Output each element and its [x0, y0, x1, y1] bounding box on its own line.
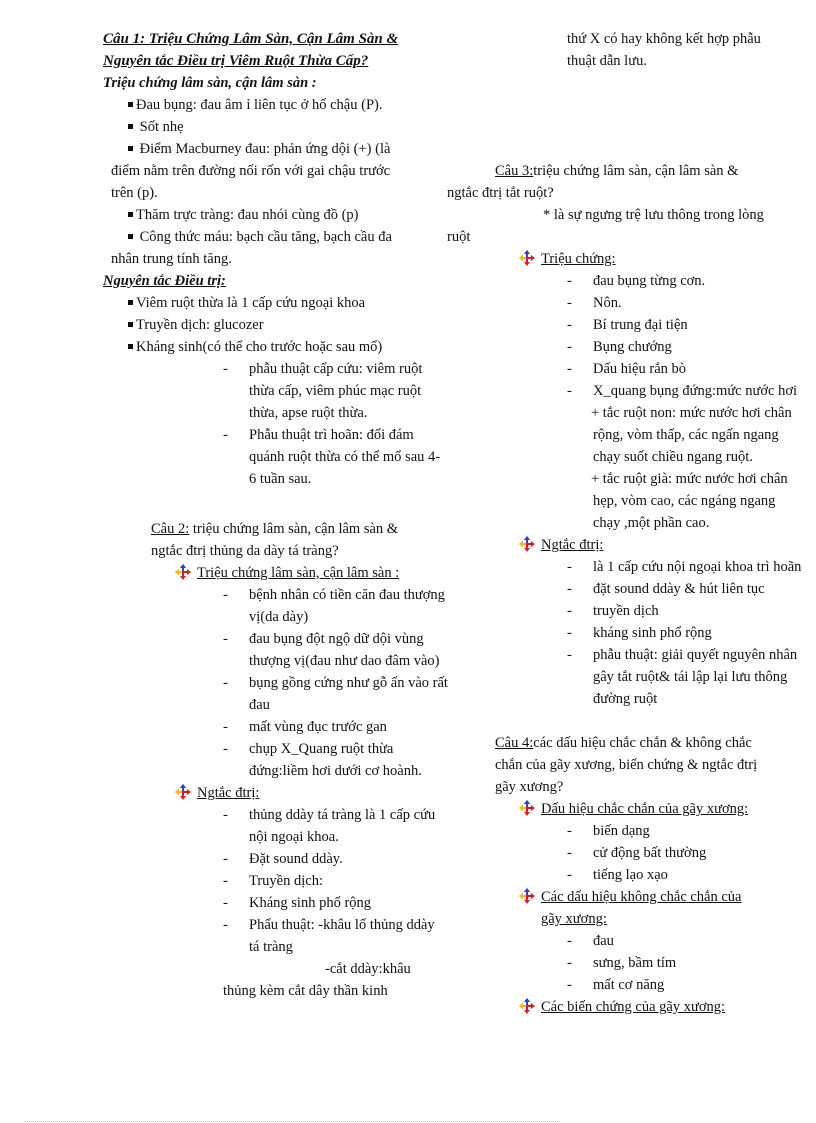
q2-symptom-item: - đau bụng đột ngộ dữ dội vùng thượng vị(đau như dao đâm vào) [223, 628, 449, 672]
q4-title-line1: Câu 4:các dấu hiệu chắc chắn & không chắc [495, 735, 752, 751]
q1-symptom-item: Đau bụng: đau âm ỉ liên tục ở hố chậu (P). [103, 94, 443, 116]
q4-sure-item: - biến dạng [567, 820, 802, 842]
four-way-arrow-icon [519, 998, 535, 1014]
q2-symptoms-heading: Triệu chứng lâm sàn, cận lâm sàn : [197, 565, 400, 581]
square-bullet-icon [128, 234, 133, 239]
q2-symptom-item: - mất vùng đục trước gan [223, 716, 449, 738]
four-way-arrow-icon [519, 888, 535, 904]
q3-definition: * là sự ngưng trệ lưu thông trong lòng [543, 207, 764, 223]
q4-unsure-heading: Các dấu hiệu không chắc chắn của [541, 889, 742, 905]
q4-complications-heading: Các biến chứng của gãy xương: [541, 999, 726, 1015]
q3-symptom-item: - X_quang bụng đứng:mức nước hơi [567, 380, 808, 402]
q3-symptom-item: - Dấu hiệu rắn bò [567, 358, 808, 380]
q3-title-line2: ngtắc đtrị tắt ruột? [447, 185, 554, 201]
q3-symptom-item: - Bụng chướng [567, 336, 808, 358]
q1-treatment-item: Viêm ruột thừa là 1 cấp cứu ngoại khoa [103, 292, 443, 314]
q2-treatment-item: - thủng ddày tá tràng là 1 cấp cứu nội ngoại khoa. [223, 804, 454, 848]
q2-symptom-item: - bụng gồng cứng như gỗ ấn vào rất đau [223, 672, 449, 716]
q4-unsure-item: - sưng, bầm tím [567, 952, 802, 974]
q2-treatment-cont: thủng kèm cắt dây thần kinh [223, 983, 388, 999]
q1-symptom-cont: nhân trung tính tăng. [111, 251, 232, 267]
q3-treatment-heading: Ngtắc đtrị: [541, 537, 604, 553]
four-way-arrow-icon [519, 800, 535, 816]
q3-treatment-item: - kháng sinh phổ rộng [567, 622, 808, 644]
q2-symptoms-heading-row [175, 562, 443, 584]
q1-symptom-item: Thăm trực tràng: đau nhói cùng đồ (p) [103, 204, 443, 226]
q2-treatment-item: - Truyền dịch: [223, 870, 454, 892]
square-bullet-icon [128, 322, 133, 327]
q1-surgery-item: - Phẫu thuật trì hoãn: đối đám quánh ruột thừa có thể mổ sau 4-6 tuần sau. [223, 424, 444, 490]
q3-treatment-heading-row [519, 534, 802, 556]
q1-symptom-item: Sốt nhẹ [103, 116, 443, 138]
q1-symptom-cont: trên (p). [111, 185, 158, 201]
q4-complications-heading-row [519, 996, 802, 1018]
q2-treatment-cont: -cắt ddày:khâu [325, 961, 411, 977]
q1-treatment-item: Truyền dịch: glucozer [103, 314, 443, 336]
q2-treatment-item: - Phẩu thuật: -khâu lổ thủng ddày tá tràng [223, 914, 439, 958]
q2-title-line1: Câu 2: triệu chứng lâm sàn, cận lâm sàn & [151, 521, 399, 537]
q2-symptom-item: - chụp X_Quang ruột thừa đứng:liềm hơi dưới cơ hoành. [223, 738, 429, 782]
q2-treatment-heading: Ngtắc đtrị: [197, 785, 260, 801]
q1-symptom-item: Công thức máu: bạch cầu tăng, bạch cầu đa [103, 226, 443, 248]
square-bullet-icon [128, 300, 133, 305]
q4-unsure-heading-row [519, 886, 802, 908]
q3-symptoms-heading: Triệu chứng: [541, 251, 616, 267]
right-column [447, 28, 802, 1018]
square-bullet-icon [128, 146, 133, 151]
q1-title-line1: Câu 1: Triệu Chứng Lâm Sàn, Cận Lâm Sàn & [103, 31, 399, 47]
q1-surgery-item: - phẫu thuật cấp cứu: viêm ruột thừa cấp, viêm phúc mạc ruột thừa, apse ruột thừa. [223, 358, 444, 424]
q2-treatment-cont: thứ X có hay không kết hợp phẫu [567, 31, 761, 47]
q3-large-bowel-note: + tắc ruột già: mức nước hơi chân hẹp, vòm cao, các ngáng ngang chạy ,một phần cao. [591, 471, 788, 531]
q3-symptoms-heading-row [519, 248, 802, 270]
q2-treatment-item: - Kháng sinh phổ rộng [223, 892, 454, 914]
q4-unsure-item: - mất cơ năng [567, 974, 802, 996]
q4-unsure-heading-cont: gãy xương: [541, 911, 607, 927]
q4-sure-heading: Dấu hiệu chắc chắn của gãy xương: [541, 801, 749, 817]
q3-treatment-item: - là 1 cấp cứu nội ngoại khoa trì hoãn [567, 556, 808, 578]
four-way-arrow-icon [519, 250, 535, 266]
q4-unsure-item: - đau [567, 930, 802, 952]
q3-symptom-item: - Bí trung đại tiện [567, 314, 808, 336]
square-bullet-icon [128, 344, 133, 349]
q2-treatment-cont: thuật dẫn lưu. [567, 53, 647, 69]
q1-symptom-cont: điểm nằm trên đường nối rốn với gai chậu trước [111, 163, 391, 179]
q3-treatment-item: - phẫu thuật: giải quyết nguyên nhân gây tắt ruột& tái lập lại lưu thông đường ruột [567, 644, 808, 710]
q4-sure-heading-row [519, 798, 802, 820]
q4-title-line2: chắn của gãy xương, biến chứng & ngtắc đtrị [495, 757, 758, 773]
q1-symptoms-heading: Triệu chứng lâm sàn, cận lâm sàn : [103, 75, 317, 91]
q4-sure-item: - cử động bất thường [567, 842, 802, 864]
q3-small-bowel-note: + tắc ruột non: mức nước hơi chân rộng, vòm thấp, các ngấn ngang chạy suốt chiều ngang ruột. [591, 405, 792, 465]
q1-title-line2: Nguyên tắc Điều trị Viêm Ruột Thừa Cấp? [103, 53, 369, 69]
q2-symptom-item: - bệnh nhân có tiền căn đau thượng vị(da dày) [223, 584, 449, 628]
q4-title-line3: gãy xương? [495, 779, 564, 795]
square-bullet-icon [128, 102, 133, 107]
q3-definition-cont: ruột [447, 229, 471, 245]
four-way-arrow-icon [175, 564, 191, 580]
page-bottom-divider [25, 1121, 560, 1122]
q3-title-line1: Câu 3:triệu chứng lâm sàn, cận lâm sàn & [495, 163, 739, 179]
q3-symptom-item: - Nôn. [567, 292, 808, 314]
q2-title-line2: ngtắc đtrị thủng da dày tá tràng? [151, 543, 339, 559]
q1-treatment-item: Kháng sinh(có thể cho trước hoặc sau mổ) [103, 336, 443, 358]
q2-treatment-heading-row [175, 782, 443, 804]
four-way-arrow-icon [175, 784, 191, 800]
square-bullet-icon [128, 124, 133, 129]
q3-treatment-item: - truyền dịch [567, 600, 808, 622]
q2-treatment-item: - Đặt sound ddày. [223, 848, 454, 870]
q1-symptom-item: Điểm Macburney đau: phản ứng dội (+) (là [103, 138, 443, 160]
square-bullet-icon [128, 212, 133, 217]
four-way-arrow-icon [519, 536, 535, 552]
q3-treatment-item: - đặt sound ddày & hút liên tục [567, 578, 816, 600]
q3-symptom-item: - đau bụng từng cơn. [567, 270, 808, 292]
q1-treatment-heading: Nguyên tắc Điều trị: [103, 273, 226, 289]
left-column [103, 28, 448, 1002]
q4-sure-item: - tiếng lạo xạo [567, 864, 802, 886]
